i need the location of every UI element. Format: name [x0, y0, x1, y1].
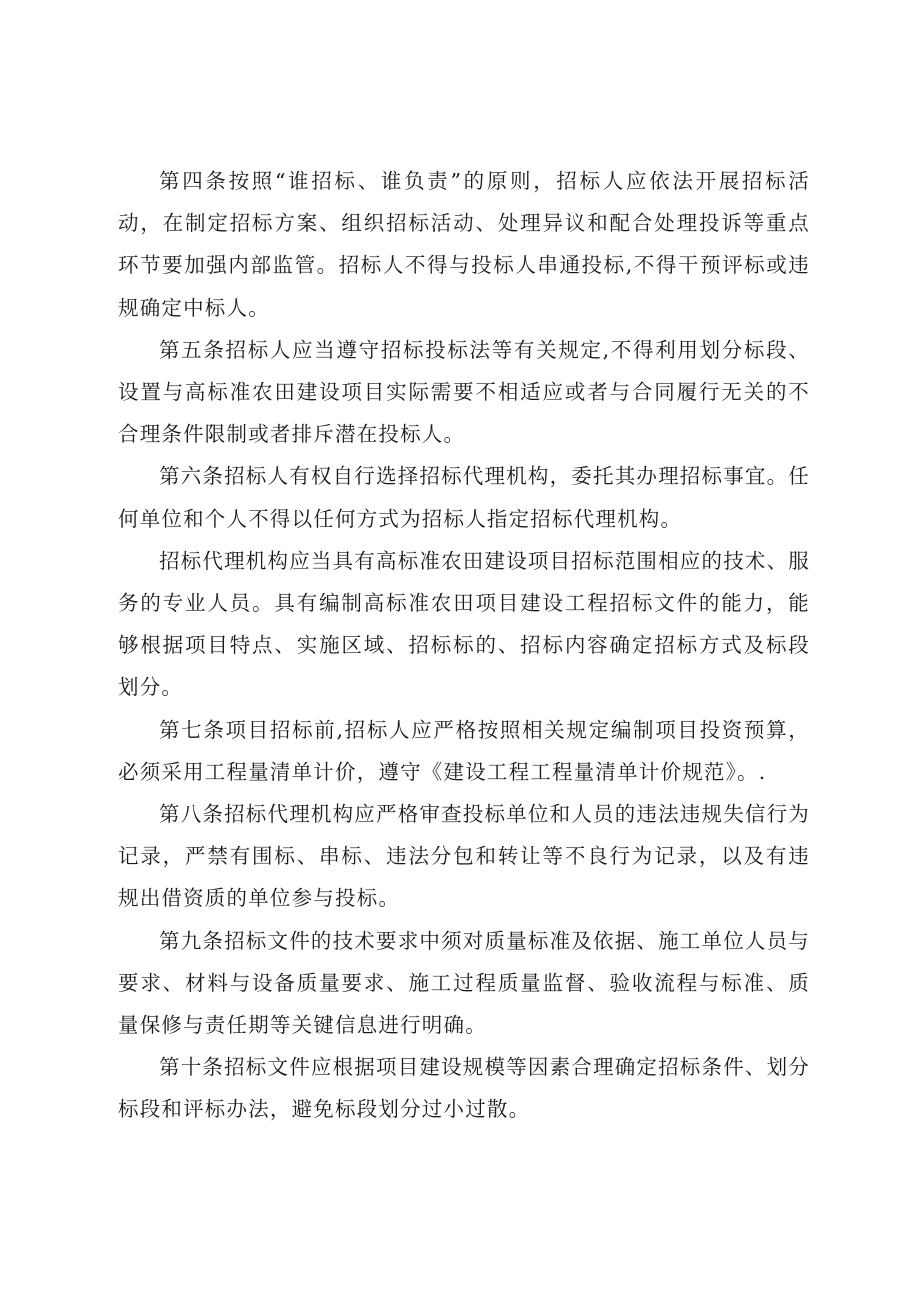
article-9-paragraph: 第九条招标文件的技术要求中须对质量标准及依据、施工单位人员与要求、材料与设备质量要求、施工过程质量监督、验收流程与标准、质量保修与责任期等关键信息进行明确。 — [118, 928, 810, 1038]
agency-requirement-paragraph: 招标代理机构应当具有高标准农田建设项目招标范围相应的技术、服务的专业人员。具有编制高标准农田项目建设工程招标文件的能力，能够根据项目特点、实施区域、招标标的、招标内容确定招标方式及标段划分。 — [118, 548, 810, 700]
article-4-paragraph: 第四条按照“谁招标、谁负责”的原则，招标人应依法开展招标活动，在制定招标方案、组织招标活动、处理异议和配合处理投诉等重点环节要加强内部监管。招标人不得与投标人串通投标,不得干预评标或违规确定中标人。 — [118, 169, 810, 320]
article-5-paragraph: 第五条招标人应当遵守招标投标法等有关规定,不得利用划分标段、设置与高标准农田建设项目实际需要不相适应或者与合同履行无关的不合理条件限制或者排斥潜在投标人。 — [118, 337, 810, 447]
article-8-paragraph: 第八条招标代理机构应严格审查投标单位和人员的违法违规失信行为记录，严禁有围标、串标、违法分包和转让等不良行为记录，以及有违规出借资质的单位参与投标。 — [118, 802, 810, 911]
article-6-paragraph: 第六条招标人有权自行选择招标代理机构，委托其办理招标事宜。任何单位和个人不得以任何方式为招标人指定招标代理机构。 — [118, 464, 810, 531]
article-10-paragraph: 第十条招标文件应根据项目建设规模等因素合理确定招标条件、划分标段和评标办法，避免标段划分过小过散。 — [118, 1055, 810, 1122]
article-7-paragraph: 第七条项目招标前,招标人应严格按照相关规定编制项目投资预算，必须采用工程量清单计价，遵守《建设工程工程量清单计价规范》。. — [118, 717, 810, 784]
